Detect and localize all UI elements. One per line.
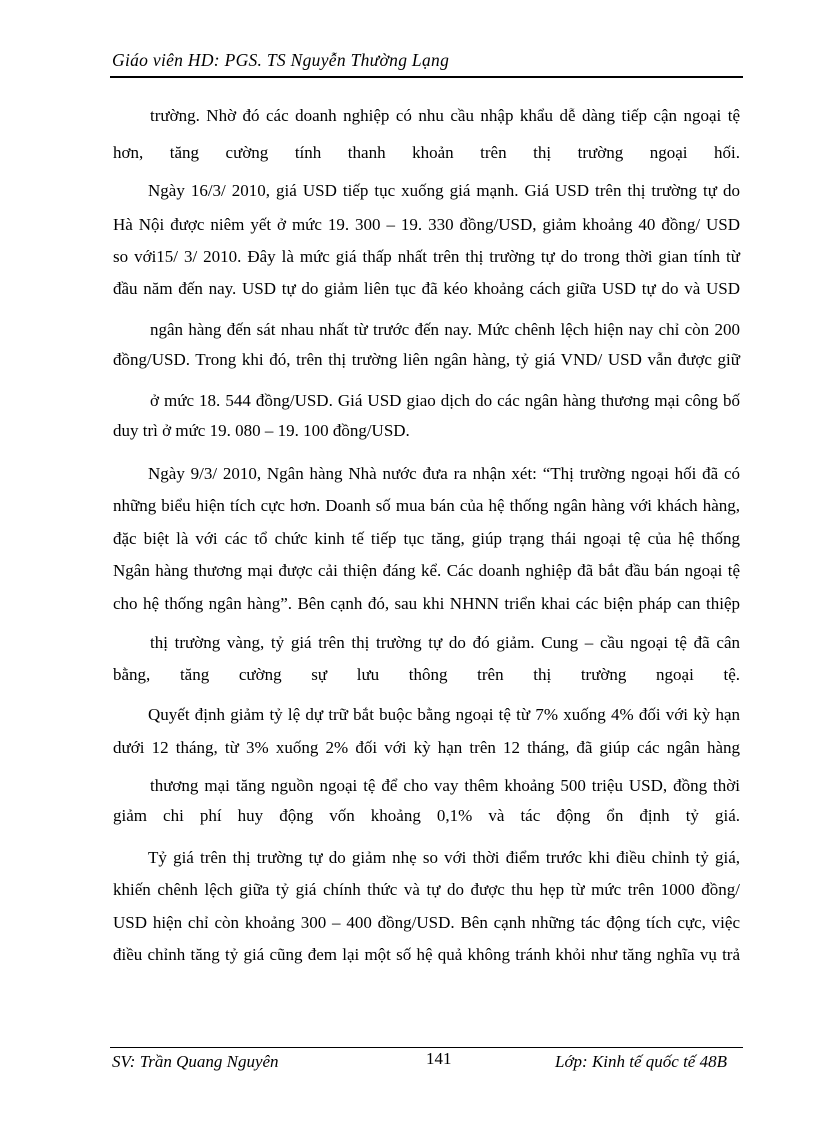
- body-line: hơn, tăng cường tính thanh khoản trên thị trường ngoại hối.: [113, 143, 740, 162]
- page-number: 141: [426, 1049, 452, 1068]
- body-line: Ngân hàng thương mại được cải thiện đáng kể. Các doanh nghiệp đã bắt đầu bán ngoại tệ: [113, 561, 740, 580]
- body-line: ngân hàng đến sát nhau nhất từ trước đến nay. Mức chênh lệch hiện nay chỉ còn 200: [150, 320, 740, 339]
- body-line: USD hiện chỉ còn khoảng 300 – 400 đồng/USD. Bên cạnh những tác động tích cực, việc: [113, 913, 740, 932]
- header-rule: [110, 76, 743, 78]
- body-line: Hà Nội được niêm yết ở mức 19. 300 – 19. 330 đồng/USD, giảm khoảng 40 đồng/ USD: [113, 215, 740, 234]
- body-line: trường. Nhờ đó các doanh nghiệp có nhu cầu nhập khẩu dễ dàng tiếp cận ngoại tệ: [150, 106, 740, 125]
- body-line: bằng, tăng cường sự lưu thông trên thị trường ngoại tệ.: [113, 665, 740, 684]
- body-line: ở mức 18. 544 đồng/USD. Giá USD giao dịch do các ngân hàng thương mại công bố: [150, 391, 740, 410]
- page-header: Giáo viên HD: PGS. TS Nguyễn Thường Lạng: [112, 50, 450, 70]
- body-line: điều chỉnh tăng tỷ giá cũng đem lại một số hệ quả không tránh khỏi như tăng nghĩa vụ trả: [113, 945, 740, 964]
- body-line: Ngày 16/3/ 2010, giá USD tiếp tục xuống giá mạnh. Giá USD trên thị trường tự do: [148, 181, 740, 200]
- footer-class: Lớp: Kinh tế quốc tế 48B: [555, 1052, 727, 1071]
- body-line: giảm chi phí huy động vốn khoảng 0,1% và tác động ổn định tỷ giá.: [113, 806, 740, 825]
- body-line: Ngày 9/3/ 2010, Ngân hàng Nhà nước đưa ra nhận xét: “Thị trường ngoại hối đã có: [148, 464, 740, 483]
- body-line: thị trường vàng, tỷ giá trên thị trường tự do đó giảm. Cung – cầu ngoại tệ đã cân: [150, 633, 740, 652]
- body-line: so với15/ 3/ 2010. Đây là mức giá thấp nhất trên thị trường tự do trong thời gian tính từ: [113, 247, 740, 266]
- body-line: Tỷ giá trên thị trường tự do giảm nhẹ so với thời điểm trước khi điều chỉnh tỷ giá,: [148, 848, 740, 867]
- body-line: thương mại tăng nguồn ngoại tệ để cho vay thêm khoảng 500 triệu USD, đồng thời: [150, 776, 740, 795]
- body-line: đồng/USD. Trong khi đó, trên thị trường liên ngân hàng, tỷ giá VND/ USD vẫn được giữ: [113, 350, 740, 369]
- body-line: Quyết định giảm tỷ lệ dự trữ bắt buộc bằng ngoại tệ từ 7% xuống 4% đối với kỳ hạn: [148, 705, 740, 724]
- body-line: khiến chênh lệch giữa tỷ giá chính thức và tự do được thu hẹp từ mức trên 1000 đồng/: [113, 880, 740, 899]
- body-line: cho hệ thống ngân hàng”. Bên cạnh đó, sau khi NHNN triển khai các biện pháp can thiệp: [113, 594, 740, 613]
- body-line: đầu năm đến nay. USD tự do giảm liên tục đã kéo khoảng cách giữa USD tự do và USD: [113, 279, 740, 298]
- footer-rule: [110, 1047, 743, 1048]
- body-line: duy trì ở mức 19. 080 – 19. 100 đồng/USD.: [113, 421, 410, 440]
- body-line: đặc biệt là với các tổ chức kinh tế tiếp tục tăng, giúp trạng thái ngoại tệ của hệ thống: [113, 529, 740, 548]
- footer-student: SV: Trần Quang Nguyên: [112, 1052, 279, 1071]
- body-line: những biểu hiện tích cực hơn. Doanh số mua bán của hệ thống ngân hàng với khách hàng,: [113, 496, 740, 515]
- body-line: dưới 12 tháng, từ 3% xuống 2% đối với kỳ hạn trên 12 tháng, đã giúp các ngân hàng: [113, 738, 740, 757]
